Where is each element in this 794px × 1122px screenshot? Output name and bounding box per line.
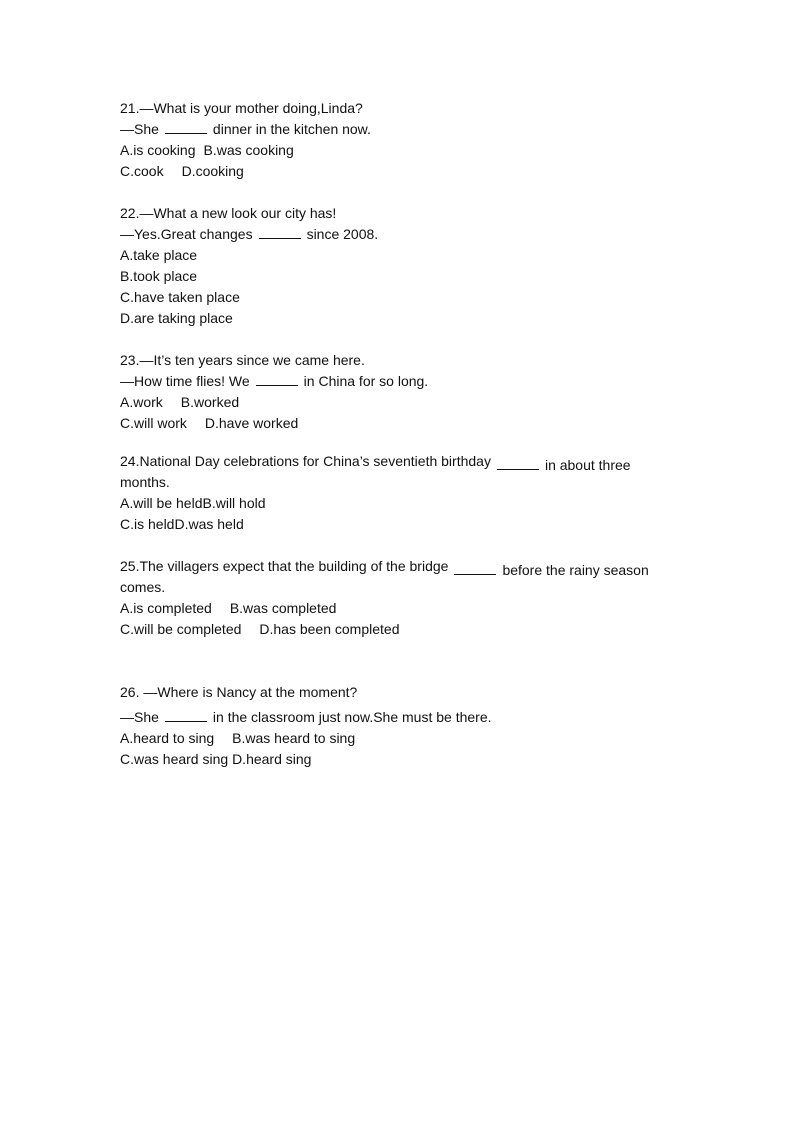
answer-blank (497, 457, 539, 470)
q26-options-cd (120, 750, 311, 768)
q21-option-d: D.cooking (181, 163, 244, 179)
q24-option-b: B.will hold (202, 495, 266, 511)
q24-option-a: A.will be held (120, 495, 203, 511)
q25-stem-pre: 25.The villagers expect that the building of the bridge (120, 558, 449, 574)
q25-option-d: D.has been completed (259, 621, 400, 637)
answer-blank (259, 226, 301, 239)
q26-line2-post: in the classroom just now.She must be there. (212, 709, 492, 725)
q22-option-d: D.are taking place (120, 310, 233, 326)
q22-option-a: A.take place (120, 247, 198, 263)
q23-option-c: C.will work (120, 415, 187, 431)
q26-line2-pre: —She (120, 709, 159, 725)
q24-option-d: D.was held (174, 516, 244, 532)
q23-stem: 23.—It’s ten years since we came here. (120, 352, 365, 368)
q24-option-c: C.is held (120, 516, 175, 532)
q25-stem (120, 557, 649, 578)
q22-option-c: C.have taken place (120, 289, 240, 305)
q23-option-a: A.work (120, 394, 163, 410)
q25-options-cd (120, 620, 399, 638)
q26-option-d: D.heard sing (232, 751, 312, 767)
q24-stem-cont: months. (120, 474, 170, 490)
q25-options-ab (120, 599, 336, 617)
q23-option-d: D.have worked (204, 415, 299, 431)
answer-blank (256, 373, 298, 386)
q25-option-a: A.is completed (120, 600, 212, 616)
q22-option-b: B.took place (120, 268, 198, 284)
q21-line2 (120, 120, 371, 138)
q22-line2-pre: —Yes.Great changes (120, 226, 253, 242)
q26-line2 (120, 708, 492, 726)
q24-options-cd (120, 515, 244, 533)
q24-stem-pre: 24.National Day celebrations for China’s seventieth birthday (120, 453, 491, 469)
q21-stem: 21.—What is your mother doing,Linda? (120, 100, 363, 116)
q22-line2-post: since 2008. (306, 226, 379, 242)
q24-stem (120, 452, 631, 473)
q24-stem-post: in about three (544, 457, 631, 473)
answer-blank (454, 562, 496, 575)
q21-options-ab (120, 141, 294, 159)
q26-option-a: A.heard to sing (120, 730, 215, 746)
q25-stem-post: before the rainy season (502, 562, 649, 578)
answer-blank (165, 709, 207, 722)
q24-options-ab (120, 494, 266, 512)
q25-option-b: B.was completed (229, 600, 337, 616)
q23-options-ab (120, 393, 239, 411)
q21-option-a: A.is cooking (120, 142, 196, 158)
q21-options-cd (120, 162, 244, 180)
q26-option-b: B.was heard to sing (232, 730, 356, 746)
q22-stem: 22.—What a new look our city has! (120, 205, 337, 221)
q22-line2 (120, 225, 378, 243)
q23-option-b: B.worked (180, 394, 240, 410)
q21-option-c: C.cook (120, 163, 164, 179)
q26-option-c: C.was heard sing (120, 751, 229, 767)
q21-line2-pre: —She (120, 121, 159, 137)
q23-options-cd (120, 414, 298, 432)
q21-line2-post: dinner in the kitchen now. (212, 121, 371, 137)
q23-line2-post: in China for so long. (303, 373, 429, 389)
q21-option-b: B.was cooking (203, 142, 294, 158)
answer-blank (165, 121, 207, 134)
q23-line2-pre: —How time flies! We (120, 373, 250, 389)
q25-stem-cont: comes. (120, 579, 166, 595)
q26-stem: 26. —Where is Nancy at the moment? (120, 684, 358, 700)
q23-line2 (120, 372, 428, 390)
q26-options-ab (120, 729, 355, 747)
q25-option-c: C.will be completed (120, 621, 242, 637)
